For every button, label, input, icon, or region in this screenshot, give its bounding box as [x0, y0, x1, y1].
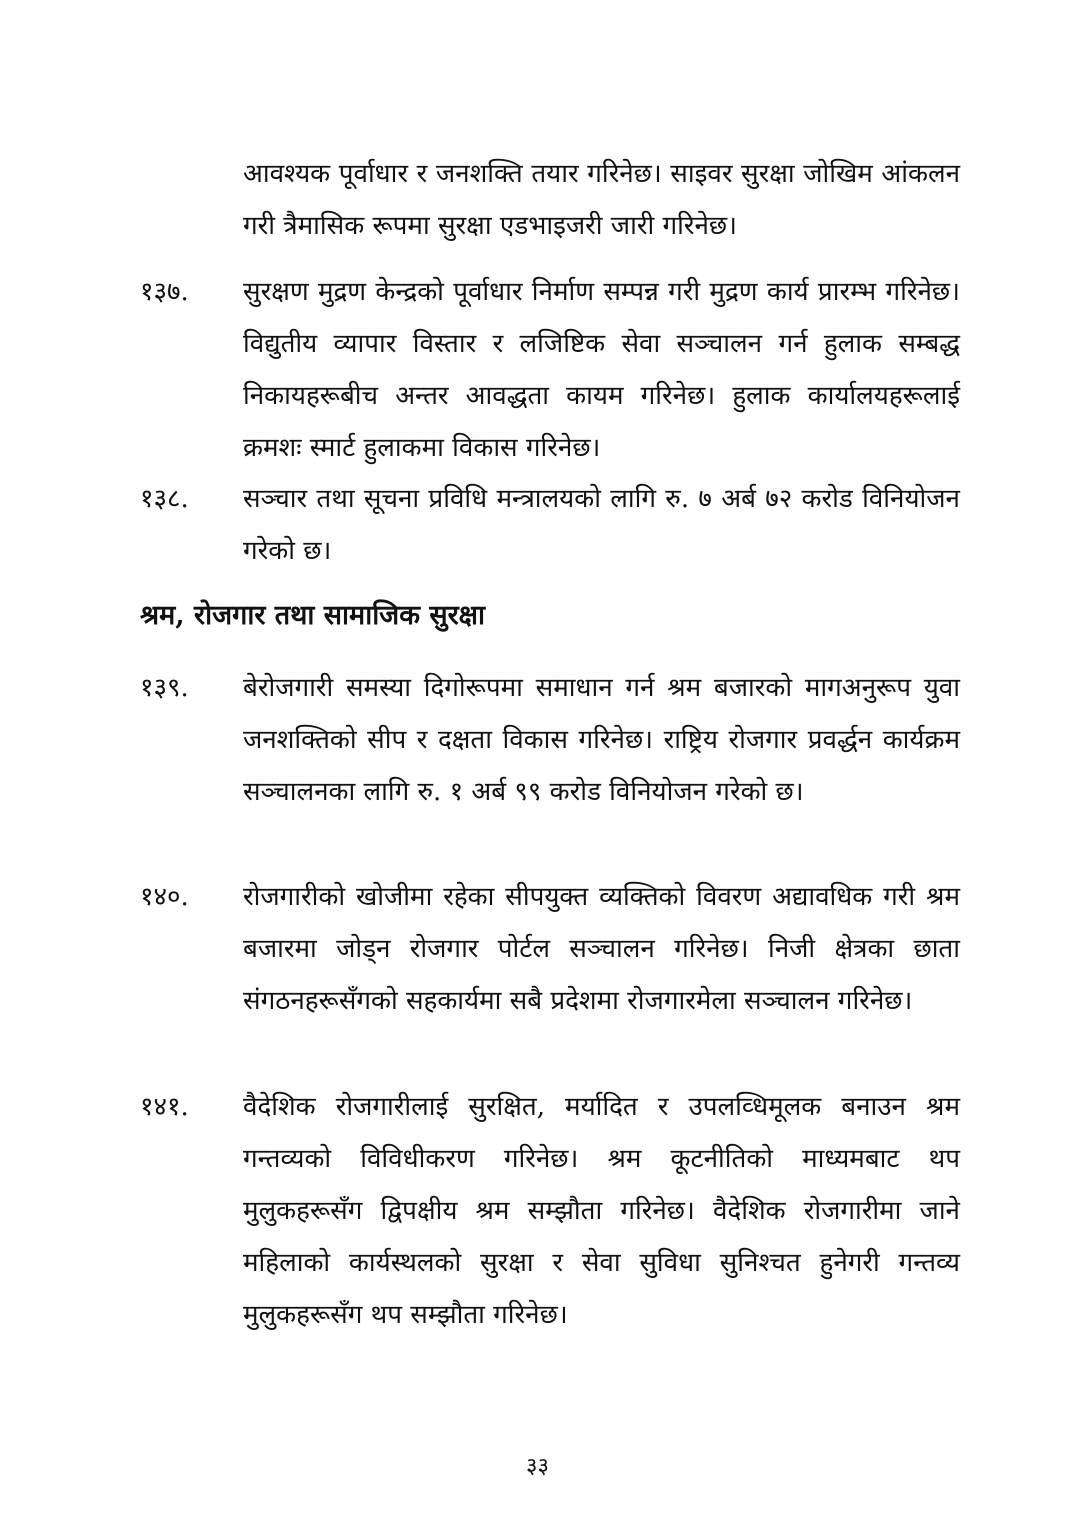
- paragraph-text: बेरोजगारी समस्या दिगोरूपमा समाधान गर्न श्रम बजारको मागअनुरूप युवा जनशक्तिको सीप र दक्षता विकास गरिनेछ। राष्ट्रिय रोजगार प्रवर्द्धन कार्यक्रम सञ्चालनका लागि रु. १ अर्ब ९९ करोड विनियोजन गरेको छ।: [243, 673, 960, 807]
- paragraph-number: १३८.: [140, 484, 189, 514]
- paragraph-number: १४०.: [140, 882, 189, 912]
- paragraph-number: १३७.: [140, 277, 189, 307]
- paragraph-text: रोजगारीको खोजीमा रहेका सीपयुक्त व्यक्तिको विवरण अद्यावधिक गरी श्रम बजारमा जोड्न रोजगार पोर्टल सञ्चालन गरिनेछ। निजी क्षेत्रका छाता संगठनहरूसँगको सहकार्यमा सबै प्रदेशमा रोजगारमेला सञ्चालन गरिनेछ।: [243, 882, 960, 1016]
- paragraph-number: १४१.: [140, 1092, 189, 1122]
- paragraph-141: [140, 1081, 960, 1341]
- paragraph-number: १३९.: [140, 673, 189, 703]
- paragraph-139: [140, 662, 960, 818]
- paragraph-text: वैदेशिक रोजगारीलाई सुरक्षित, मर्यादित र उपलव्धिमूलक बनाउन श्रम गन्तव्यको विविधीकरण गरिनेछ। श्रम कूटनीतिको माध्यमबाट थप मुलुकहरूसँग द्विपक्षीय श्रम सम्झौता गरिनेछ। वैदेशिक रोजगारीमा जाने महिलाको कार्यस्थलको सुरक्षा र सेवा सुविधा सुनिश्चत हुनेगरी गन्तव्य मुलुकहरूसँग थप सम्झौता गरिनेछ।: [243, 1092, 960, 1330]
- paragraph-137: [140, 266, 960, 474]
- paragraph-text: सञ्चार तथा सूचना प्रविधि मन्त्रालयको लागि रु. ७ अर्ब ७२ करोड विनियोजन गरेको छ।: [243, 484, 960, 566]
- paragraph-text: सुरक्षण मुद्रण केन्द्रको पूर्वाधार निर्माण सम्पन्न गरी मुद्रण कार्य प्रारम्भ गरिनेछ। विद्युतीय व्यापार विस्तार र लजिष्टिक सेवा सञ्चालन गर्न हुलाक सम्बद्ध निकायहरूबीच अन्तर आवद्धता कायम गरिनेछ। हुलाक कार्यालयहरूलाई क्रमशः स्मार्ट हुलाकमा विकास गरिनेछ।: [243, 277, 960, 463]
- paragraph-140: [140, 871, 960, 1027]
- section-heading: श्रम, रोजगार तथा सामाजिक सुरक्षा: [140, 600, 485, 631]
- continuation-paragraph: [140, 148, 960, 252]
- paragraph-text: आवश्यक पूर्वाधार र जनशक्ति तयार गरिनेछ। साइवर सुरक्षा जोखिम आंकलन गरी त्रैमासिक रूपमा सुरक्षा एडभाइजरी जारी गरिनेछ।: [243, 159, 960, 241]
- paragraph-138: [140, 473, 960, 577]
- page-number: ३३: [526, 1454, 549, 1479]
